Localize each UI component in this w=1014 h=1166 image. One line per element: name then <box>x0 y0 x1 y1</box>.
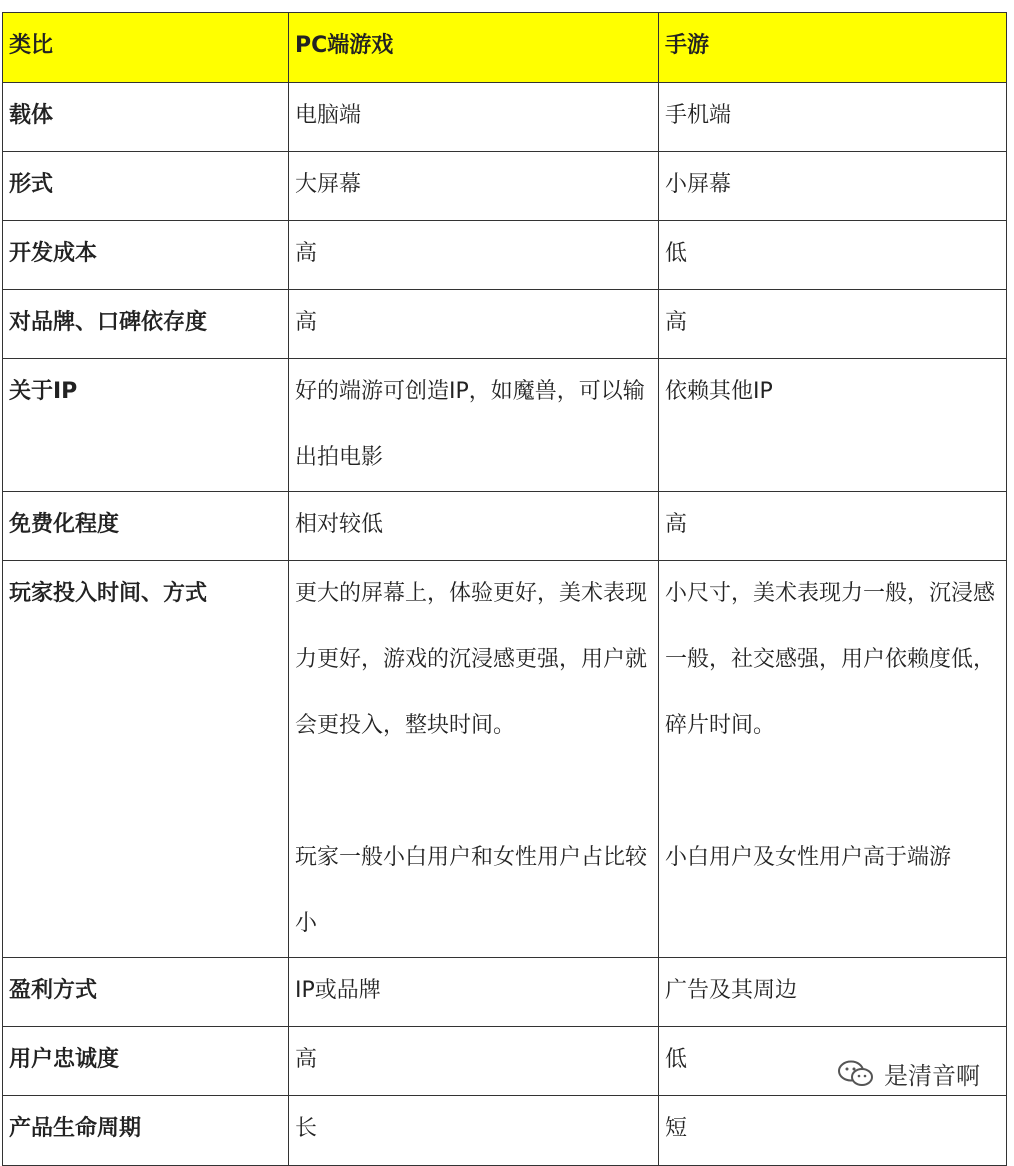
cell-text: 高 <box>665 310 688 335</box>
watermark <box>836 1056 980 1091</box>
cell-text: 长 <box>295 1116 318 1141</box>
cell-text: 高 <box>665 512 688 537</box>
cell-text: 高 <box>295 310 318 335</box>
pc-cell <box>289 152 659 221</box>
row-label: 形式 <box>3 152 289 221</box>
pc-cell <box>289 958 659 1027</box>
comparison-table <box>2 12 1007 1166</box>
header-mobile: 手游 <box>659 13 1007 83</box>
watermark-text: 是清音啊 <box>884 1062 980 1090</box>
cell-text: 电脑端 <box>295 103 362 128</box>
header-pc: PC端游戏 <box>289 13 659 83</box>
mobile-cell <box>659 83 1007 152</box>
mobile-cell <box>659 958 1007 1027</box>
wechat-icon <box>836 1059 876 1089</box>
pc-cell <box>289 290 659 359</box>
cell-text: 高 <box>295 1047 318 1072</box>
cell-text: 更大的屏幕上，体验更好，美术表现力更好，游戏的沉浸感更强，用户就会更投入，整块时间。 <box>295 581 648 738</box>
cell-text: 手机端 <box>665 103 732 128</box>
mobile-cell <box>659 221 1007 290</box>
mobile-cell <box>659 492 1007 561</box>
table-row <box>3 492 1007 561</box>
pc-cell <box>289 561 659 958</box>
mobile-cell <box>659 1096 1007 1166</box>
cell-text: 玩家一般小白用户和女性用户占比较小 <box>295 845 648 936</box>
cell-text: 依赖其他IP <box>665 379 773 404</box>
mobile-cell <box>659 152 1007 221</box>
row-label: 关于IP <box>3 359 289 492</box>
cell-text: 广告及其周边 <box>665 978 798 1003</box>
row-label: 用户忠诚度 <box>3 1027 289 1096</box>
table-row <box>3 561 1007 958</box>
mobile-cell <box>659 359 1007 492</box>
table-row <box>3 83 1007 152</box>
cell-text: 相对较低 <box>295 512 384 537</box>
cell-text: 小尺寸，美术表现力一般，沉浸感一般，社交感强，用户依赖度低，碎片时间。 <box>665 581 996 738</box>
row-label: 载体 <box>3 83 289 152</box>
row-label: 对品牌、口碑依存度 <box>3 290 289 359</box>
row-label: 免费化程度 <box>3 492 289 561</box>
cell-text: 小屏幕 <box>665 172 732 197</box>
pc-cell <box>289 83 659 152</box>
cell-text: 小白用户及女性用户高于端游 <box>665 845 952 870</box>
row-label: 开发成本 <box>3 221 289 290</box>
cell-text: 低 <box>665 1047 688 1072</box>
cell-text: 低 <box>665 241 688 266</box>
pc-cell <box>289 359 659 492</box>
cell-text: IP或品牌 <box>295 978 381 1003</box>
header-row <box>3 13 1007 83</box>
pc-cell <box>289 1027 659 1096</box>
row-label: 产品生命周期 <box>3 1096 289 1166</box>
table-row <box>3 152 1007 221</box>
pc-cell <box>289 1096 659 1166</box>
header-category: 类比 <box>3 13 289 83</box>
table-row <box>3 1096 1007 1166</box>
pc-cell <box>289 492 659 561</box>
cell-text: 短 <box>665 1116 688 1141</box>
cell-text: 大屏幕 <box>295 172 362 197</box>
table-row <box>3 958 1007 1027</box>
cell-text: 高 <box>295 241 318 266</box>
table-row <box>3 359 1007 492</box>
row-label: 盈利方式 <box>3 958 289 1027</box>
pc-cell <box>289 221 659 290</box>
table-row <box>3 290 1007 359</box>
cell-text: 好的端游可创造IP，如魔兽，可以输出拍电影 <box>295 379 645 470</box>
table-row <box>3 221 1007 290</box>
row-label: 玩家投入时间、方式 <box>3 561 289 958</box>
mobile-cell <box>659 290 1007 359</box>
mobile-cell <box>659 561 1007 958</box>
